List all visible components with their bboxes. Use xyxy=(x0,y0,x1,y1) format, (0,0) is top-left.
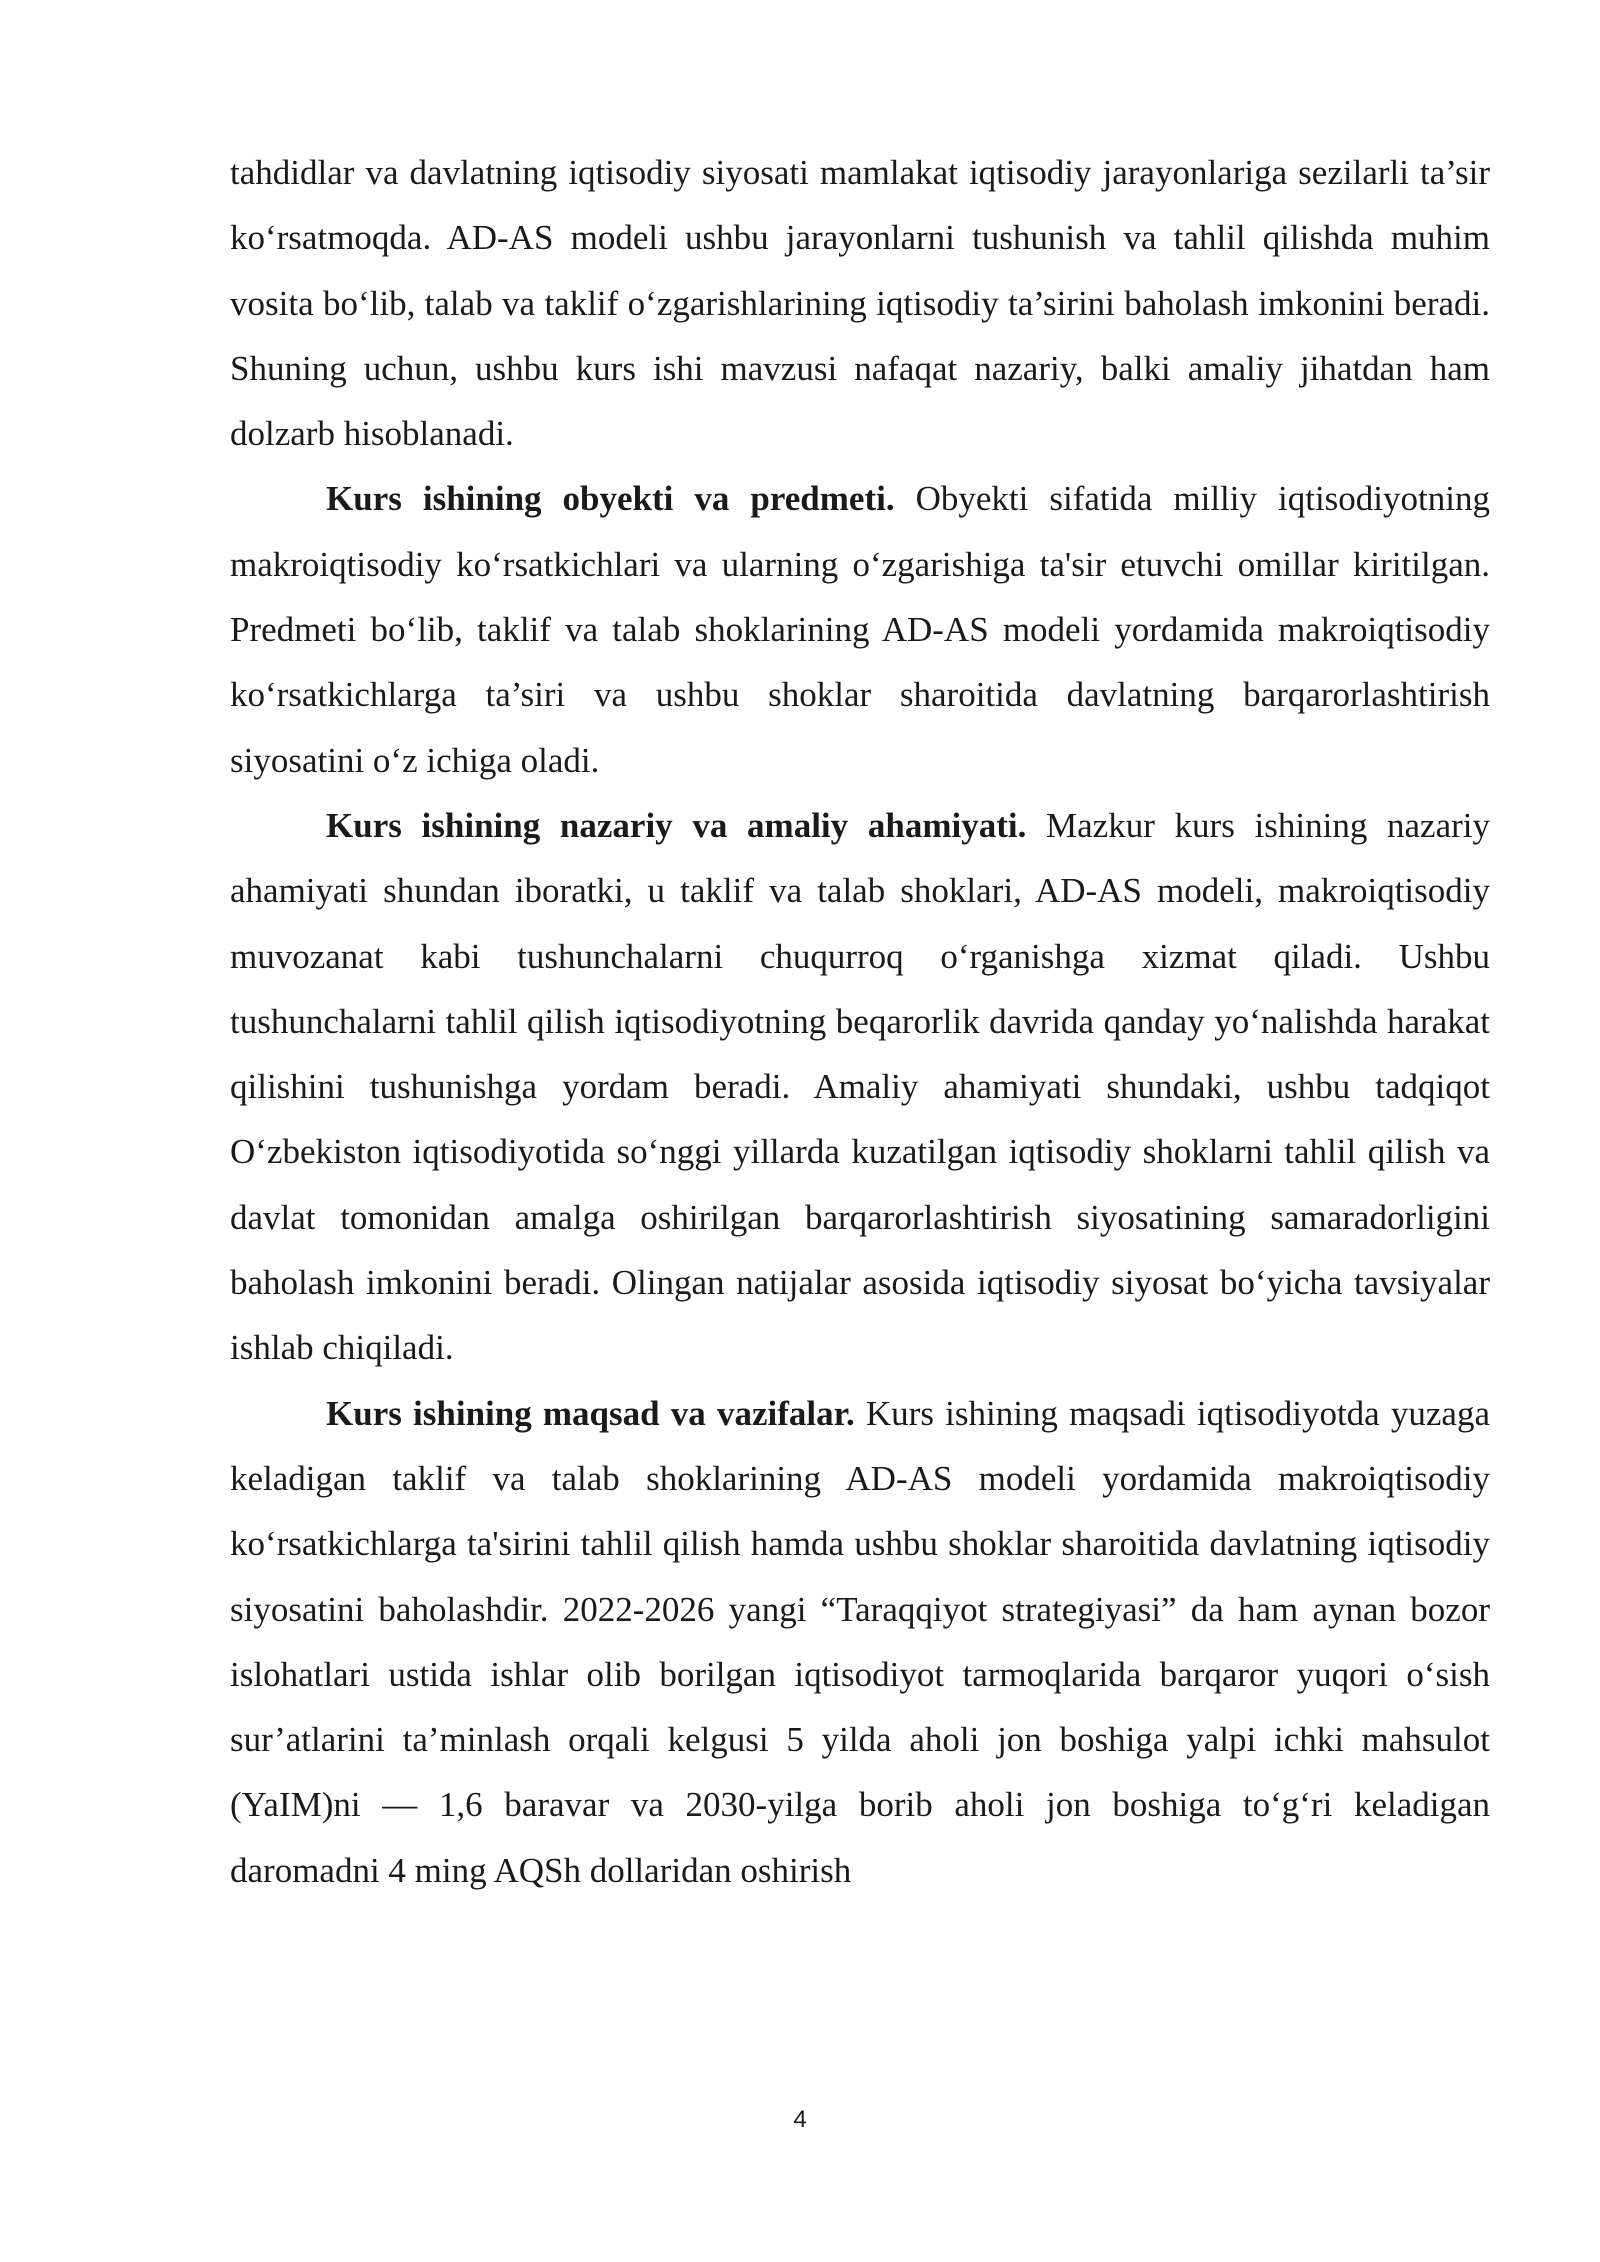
page-number: 4 xyxy=(793,2106,807,2133)
paragraph-significance xyxy=(230,793,1490,1381)
paragraph-text: Kurs ishining maqsadi iqtisodiyotda yuzaga keladigan taklif va talab shoklarining AD-AS modeli yordamida makroiqtisodiy ko‘rsatkichlarga ta'sirini tahlil qilish hamda ushbu shoklar sharoitida davlatning iqtisodiy siyosatini baholashdir. 2022-2026 yangi “Taraqqiyot strategiyasi” da ham aynan bozor islohatlari ustida ishlar olib borilgan iqtisodiyot tarmoqlarida barqaror yuqori o‘sish sur’atlarini ta’minlash orqali kelgusi 5 yilda aholi jon boshiga yalpi ichki mahsulot (YaIM)ni — 1,6 baravar va 2030-yilga borib aholi jon boshiga to‘g‘ri keladigan daromadni 4 ming AQSh dollaridan oshirish xyxy=(230,1393,1490,1890)
body-text xyxy=(230,140,1490,1903)
paragraph-text: Obyekti sifatida milliy iqtisodiyotning makroiqtisodiy ko‘rsatkichlari va ularning o‘zgarishiga ta'sir etuvchi omillar kiritilgan. Predmeti bo‘lib, taklif va talab shoklarining AD-AS modeli yordamida makroiqtisodiy ko‘rsatkichlarga ta’siri va ushbu shoklar sharoitida davlatning barqarorlashtirish siyosatini o‘z ichiga oladi. xyxy=(230,479,1490,780)
paragraph-heading: Kurs ishining nazariy va amaliy ahamiyati. xyxy=(326,805,1027,845)
paragraph-heading: Kurs ishining obyekti va predmeti. xyxy=(326,479,895,519)
paragraph-text: Mazkur kurs ishining nazariy ahamiyati shundan iboratki, u taklif va talab shoklari, AD-AS modeli, makroiqtisodiy muvozanat kabi tushunchalarni chuqurroq o‘rganishga xizmat qiladi. Ushbu tushunchalarni tahlil qilish iqtisodiyotning beqarorlik davrida qanday yo‘nalishda harakat qilishini tushunishga yordam beradi. Amaliy ahamiyati shundaki, ushbu tadqiqot O‘zbekiston iqtisodiyotida so‘nggi yillarda kuzatilgan iqtisodiy shoklarni tahlil qilish va davlat tomonidan amalga oshirilgan barqarorlashtirish siyosatining samaradorligini baholash imkonini beradi. Olingan natijalar asosida iqtisodiy siyosat bo‘yicha tavsiyalar ishlab chiqiladi. xyxy=(230,805,1490,1368)
paragraph-goals-tasks xyxy=(230,1381,1490,1903)
paragraph-intro-continuation xyxy=(230,140,1490,466)
paragraph-object-subject xyxy=(230,466,1490,792)
paragraph-heading: Kurs ishining maqsad va vazifalar. xyxy=(326,1393,855,1433)
paragraph-text: tahdidlar va davlatning iqtisodiy siyosati mamlakat iqtisodiy jarayonlariga sezilarli ta’sir ko‘rsatmoqda. AD-AS modeli ushbu jarayonlarni tushunish va tahlil qilishda muhim vosita bo‘lib, talab va taklif o‘zgarishlarining iqtisodiy ta’sirini baholash imkonini beradi. Shuning uchun, ushbu kurs ishi mavzusi nafaqat nazariy, balki amaliy jihatdan ham dolzarb hisoblanadi. xyxy=(230,153,1490,454)
